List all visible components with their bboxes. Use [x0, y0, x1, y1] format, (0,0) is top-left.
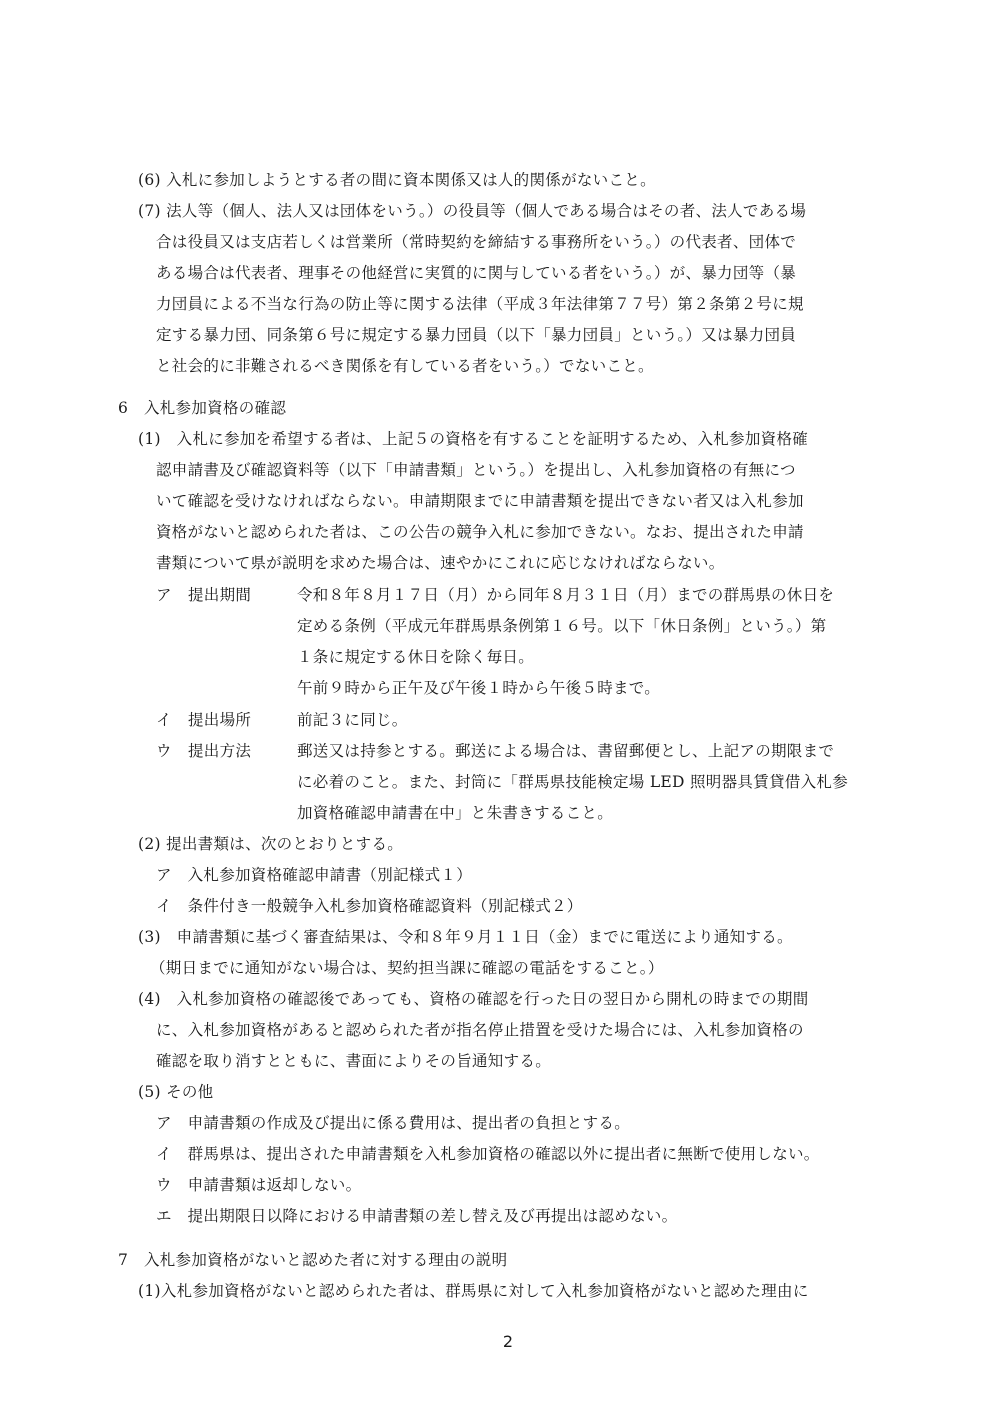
item5-paragraph-6: (6) 入札に参加しようとする者の間に資本関係又は人的関係がないこと。	[138, 171, 656, 189]
submission-period-label: 提出期間	[188, 586, 252, 604]
section-6-heading: 6 入札参加資格の確認	[118, 399, 287, 417]
section-6-paragraph-4-line: (4) 入札参加資格の確認後であっても、資格の確認を行った日の翌日から開札の時までの期間	[138, 990, 809, 1008]
item5-paragraph-7-line: (7) 法人等（個人、法人又は団体をいう。）の役員等（個人である場合はその者、法人である場	[138, 202, 807, 220]
section-6-paragraph-3-line: (3) 申請書類に基づく審査結果は、令和８年９月１１日（金）までに電送により通知する。	[138, 928, 793, 946]
submission-period-text: 定める条例（平成元年群馬県条例第１６号。以下「休日条例」という。）第	[297, 617, 827, 635]
page-number: 2	[502, 1332, 514, 1351]
section-7-heading: 7 入札参加資格がないと認めた者に対する理由の説明	[118, 1251, 508, 1269]
submission-period-text: １条に規定する休日を除く毎日。	[297, 648, 535, 666]
section-6-paragraph-2: (2) 提出書類は、次のとおりとする。	[138, 835, 404, 853]
required-document-item: イ 条件付き一般競争入札参加資格確認資料（別記様式２）	[156, 897, 583, 915]
submission-place-label: 提出場所	[188, 711, 252, 729]
required-document-item: ア 入札参加資格確認申請書（別記様式１）	[156, 866, 473, 884]
submission-method-text: 加資格確認申請書在中」と朱書きすること。	[297, 804, 614, 822]
other-item: エ 提出期限日以降における申請書類の差し替え及び再提出は認めない。	[156, 1207, 678, 1225]
other-item: ア 申請書類の作成及び提出に係る費用は、提出者の負担とする。	[156, 1114, 631, 1132]
item5-paragraph-7-line: 定する暴力団、同条第６号に規定する暴力団員（以下「暴力団員」という。）又は暴力団員	[156, 326, 797, 344]
submission-period-text: 令和８年８月１７日（月）から同年８月３１日（月）までの群馬県の休日を	[297, 586, 835, 604]
item5-paragraph-7-line: と社会的に非難されるべき関係を有している者をいう。）でないこと。	[156, 357, 654, 375]
section-6-paragraph-4-line: に、入札参加資格があると認められた者が指名停止措置を受けた場合には、入札参加資格の	[156, 1021, 804, 1039]
section-6-paragraph-1-line: いて確認を受けなければならない。申請期限までに申請書類を提出できない者又は入札参加	[156, 492, 804, 510]
section-6-paragraph-5: (5) その他	[138, 1083, 214, 1101]
section-6-paragraph-1-line: 認申請書及び確認資料等（以下「申請書類」という。）を提出し、入札参加資格の有無につ	[156, 461, 796, 479]
submission-item-mark: イ	[156, 711, 172, 729]
submission-method-text: に必着のこと。また、封筒に「群馬県技能検定場 LED 照明器具賃貸借入札参	[297, 773, 848, 791]
submission-item-mark: ウ	[156, 742, 172, 760]
item5-paragraph-7-line: 力団員による不当な行為の防止等に関する法律（平成３年法律第７７号）第２条第２号に規	[156, 295, 804, 313]
section-6-paragraph-1-line: 資格がないと認められた者は、この公告の競争入札に参加できない。なお、提出された申請	[156, 523, 804, 541]
section-6-paragraph-1-line: 書類について県が説明を求めた場合は、速やかにこれに応じなければならない。	[156, 554, 725, 572]
submission-method-text: 郵送又は持参とする。郵送による場合は、書留郵便とし、上記アの期限まで	[297, 742, 835, 760]
other-item: イ 群馬県は、提出された申請書類を入札参加資格の確認以外に提出者に無断で使用しない。	[156, 1145, 820, 1163]
item5-paragraph-7-line: 合は役員又は支店若しくは営業所（常時契約を締結する事務所をいう。）の代表者、団体で	[156, 233, 797, 251]
other-item: ウ 申請書類は返却しない。	[156, 1176, 362, 1194]
submission-period-text: 午前９時から正午及び午後１時から午後５時まで。	[297, 679, 661, 697]
section-6-paragraph-4-line: 確認を取り消すとともに、書面によりその旨通知する。	[156, 1052, 552, 1070]
submission-item-mark: ア	[156, 586, 172, 604]
item5-paragraph-7-line: ある場合は代表者、理事その他経営に実質的に関与している者をいう。）が、暴力団等（暴	[156, 264, 797, 282]
section-6-paragraph-1-line: (1) 入札に参加を希望する者は、上記５の資格を有することを証明するため、入札参加資格確	[138, 430, 809, 448]
submission-place-text: 前記３に同じ。	[297, 711, 408, 729]
submission-method-label: 提出方法	[188, 742, 252, 760]
section-7-paragraph-1: (1)入札参加資格がないと認められた者は、群馬県に対して入札参加資格がないと認めた理由に	[138, 1282, 809, 1300]
section-6-paragraph-3-line: （期日までに通知がない場合は、契約担当課に確認の電話をすること。）	[150, 959, 664, 977]
